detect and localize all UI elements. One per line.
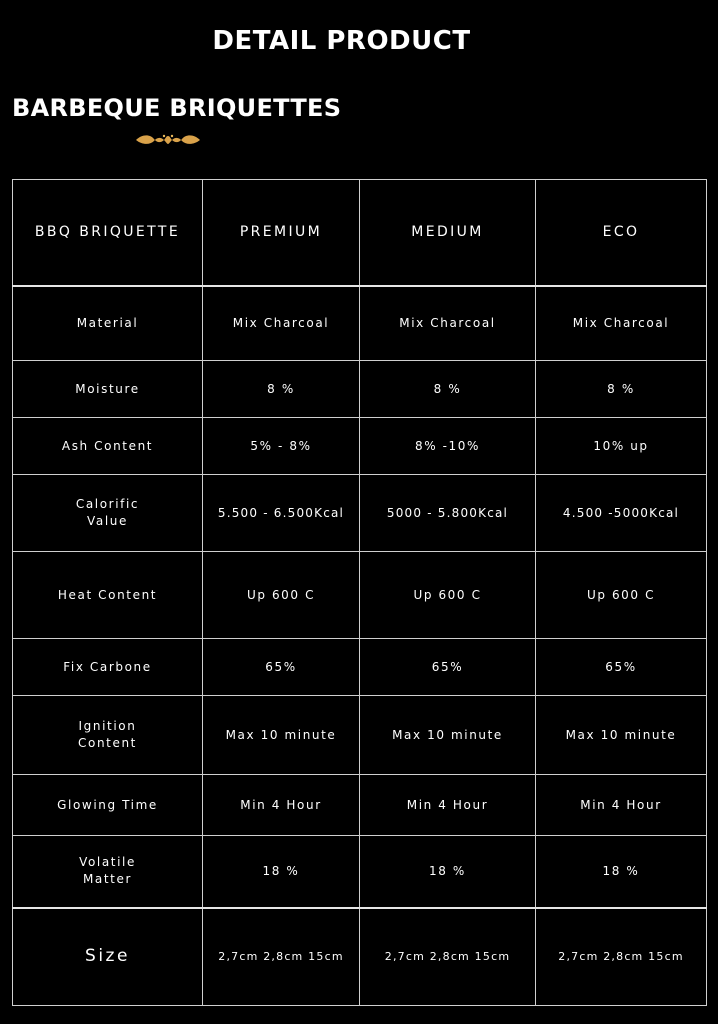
medium-value: 18 % [360, 836, 536, 908]
briquette-spec-table [12, 179, 707, 1006]
medium-value: Up 600 C [360, 552, 536, 639]
table-row [13, 836, 707, 908]
row-label: Fix Carbone [13, 639, 203, 696]
table-row [13, 696, 707, 775]
table-row [13, 639, 707, 696]
table-row [13, 775, 707, 836]
header-eco: ECO [536, 180, 707, 286]
premium-value: 8 % [203, 361, 360, 418]
medium-value: Max 10 minute [360, 696, 536, 775]
gold-flourish-divider-icon [8, 133, 328, 147]
eco-value: Max 10 minute [536, 696, 707, 775]
premium-value: Up 600 C [203, 552, 360, 639]
premium-value: Max 10 minute [203, 696, 360, 775]
row-label: Heat Content [13, 552, 203, 639]
premium-value: 65% [203, 639, 360, 696]
table-row [13, 475, 707, 552]
medium-value: 8 % [360, 361, 536, 418]
eco-value: 18 % [536, 836, 707, 908]
medium-value: 8% -10% [360, 418, 536, 475]
eco-value: 10% up [536, 418, 707, 475]
row-label: Calorific Value [13, 475, 203, 552]
eco-value: Up 600 C [536, 552, 707, 639]
row-label: Volatile Matter [13, 836, 203, 908]
medium-value: Mix Charcoal [360, 286, 536, 361]
eco-value: 4.500 -5000Kcal [536, 475, 707, 552]
section-title: BARBEQUE BRIQUETTES [12, 94, 342, 122]
row-label: Ash Content [13, 418, 203, 475]
table-row [13, 286, 707, 361]
eco-value: 8 % [536, 361, 707, 418]
row-label: Material [13, 286, 203, 361]
header-premium: PREMIUM [203, 180, 360, 286]
table-row [13, 361, 707, 418]
table-header-row [13, 180, 707, 286]
row-label: Size [13, 908, 203, 1006]
medium-value: Min 4 Hour [360, 775, 536, 836]
row-label: Moisture [13, 361, 203, 418]
medium-value: 5000 - 5.800Kcal [360, 475, 536, 552]
premium-value: 5% - 8% [203, 418, 360, 475]
eco-value: Min 4 Hour [536, 775, 707, 836]
row-label: Ignition Content [13, 696, 203, 775]
premium-value: 2,7cm 2,8cm 15cm [203, 908, 360, 1006]
premium-value: 5.500 - 6.500Kcal [203, 475, 360, 552]
table-row [13, 908, 707, 1006]
eco-value: 65% [536, 639, 707, 696]
medium-value: 65% [360, 639, 536, 696]
table-row [13, 418, 707, 475]
header-medium: MEDIUM [360, 180, 536, 286]
page-title: DETAIL PRODUCT [212, 26, 471, 56]
table-row [13, 552, 707, 639]
premium-value: 18 % [203, 836, 360, 908]
header-bbq-briquette: BBQ BRIQUETTE [13, 180, 203, 286]
premium-value: Mix Charcoal [203, 286, 360, 361]
eco-value: Mix Charcoal [536, 286, 707, 361]
premium-value: Min 4 Hour [203, 775, 360, 836]
medium-value: 2,7cm 2,8cm 15cm [360, 908, 536, 1006]
eco-value: 2,7cm 2,8cm 15cm [536, 908, 707, 1006]
row-label: Glowing Time [13, 775, 203, 836]
